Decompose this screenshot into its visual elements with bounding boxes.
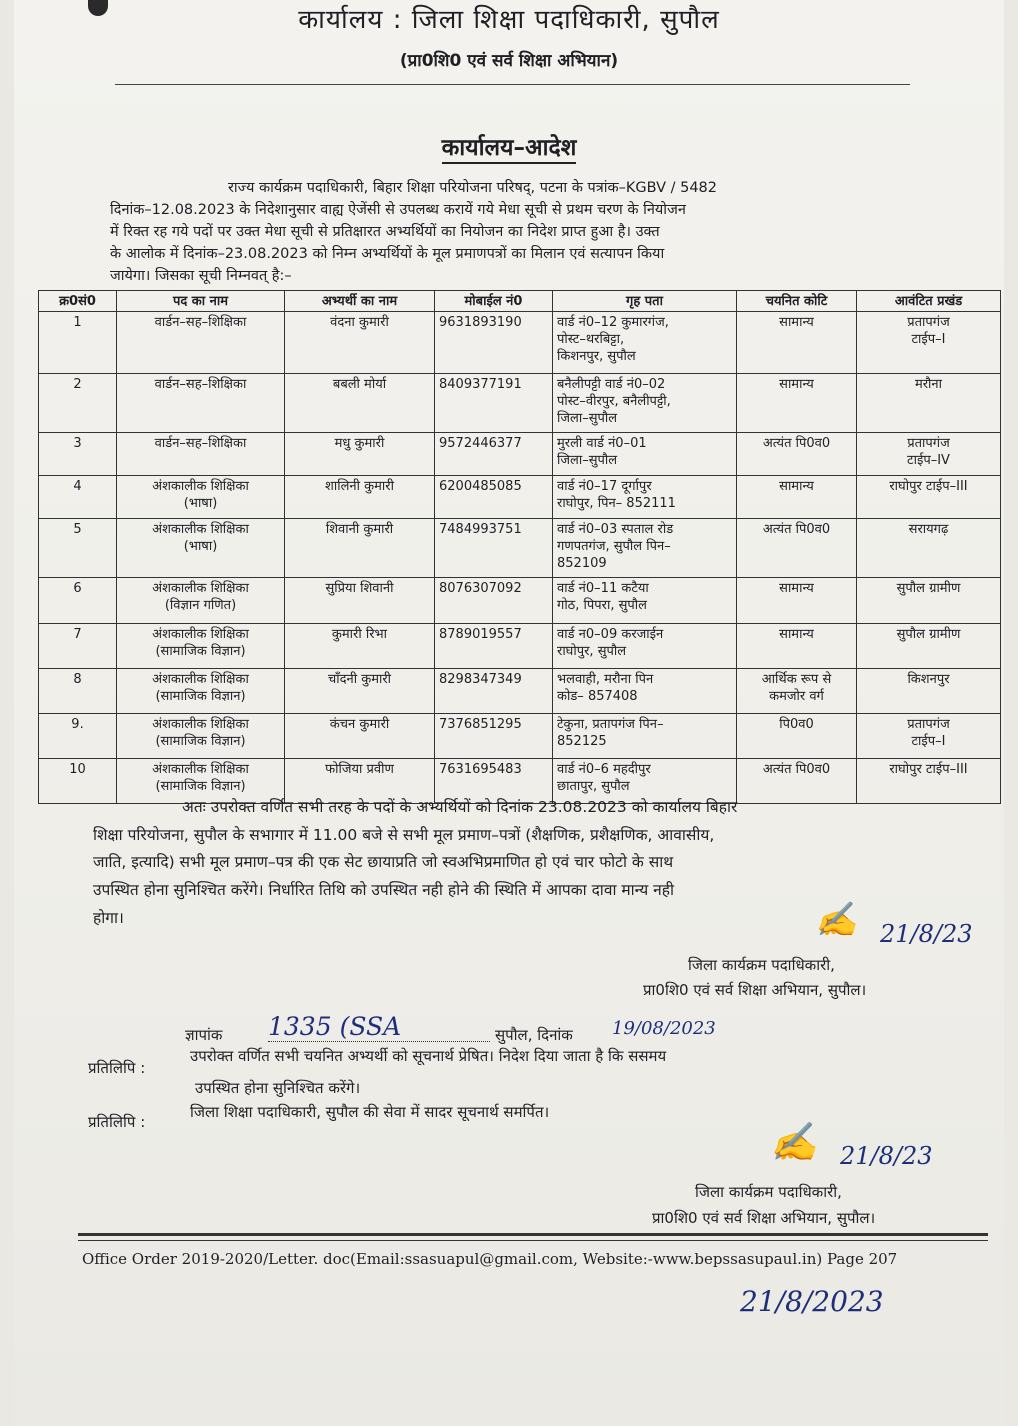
post-name-cell bbox=[117, 432, 285, 475]
allotted-block-line: प्रतापगंज bbox=[907, 716, 950, 732]
home-address-line: गणपतगंज, सुपौल पिन– bbox=[557, 539, 671, 555]
memo-number: 1335 (SSA bbox=[268, 1012, 490, 1042]
home-address-cell bbox=[553, 373, 737, 432]
serial-number-cell: 10 bbox=[39, 758, 117, 803]
closing-line: अतः उपरोक्त वर्णित सभी तरह के पदों के अभ्यर्थियों को दिनांक 23.08.2023 को कार्यालय बिहार bbox=[182, 798, 738, 816]
signatory-office: प्रा0शि0 एवं सर्व शिक्षा अभियान, सुपौल। bbox=[652, 1209, 876, 1227]
closing-line: जाति, इत्यादि) सभी मूल प्रमाण–पत्र की एक सेट छायाप्रति जो स्वअभिप्रमाणित हो एवं चार फोटो के साथ bbox=[93, 853, 674, 871]
allotted-block-cell bbox=[857, 312, 1001, 374]
mobile-number-cell: 7376851295 bbox=[435, 713, 553, 758]
category-line: कमजोर वर्ग bbox=[769, 688, 824, 704]
post-name-line: वार्डन–सह–शिक्षिका bbox=[154, 315, 247, 330]
table-row bbox=[39, 312, 1001, 374]
category-line: सामान्य bbox=[779, 626, 814, 642]
closing-line: शिक्षा परियोजना, सुपौल के सभागार में 11.00 बजे से सभी मूल प्रमाण–पत्रों (शैक्षणिक, प्रशैक्षणिक, आवासीय, bbox=[93, 826, 715, 844]
candidate-name-cell: शालिनी कुमारी bbox=[285, 475, 435, 518]
home-address-cell bbox=[553, 475, 737, 518]
allotted-block-line: प्रतापगंज bbox=[907, 315, 950, 330]
home-address-line: टेकुना, प्रतापगंज पिन– bbox=[557, 716, 664, 732]
serial-number-cell: 7 bbox=[39, 623, 117, 668]
post-name-line: अंशकालीक शिक्षिका bbox=[152, 478, 249, 494]
home-address-line: वार्ड नं0–17 दूर्गापुर bbox=[557, 478, 652, 494]
category-cell bbox=[737, 432, 857, 475]
category-cell bbox=[737, 713, 857, 758]
category-line: आर्थिक रूप से bbox=[761, 671, 832, 687]
column-header: अभ्यर्थी का नाम bbox=[285, 291, 435, 312]
serial-number-cell: 6 bbox=[39, 578, 117, 623]
table-row bbox=[39, 373, 1001, 432]
post-name-cell bbox=[117, 668, 285, 713]
category-cell bbox=[737, 519, 857, 578]
home-address-line: कोड– 857408 bbox=[557, 688, 638, 704]
post-name-line: वार्डन–सह–शिक्षिका bbox=[154, 435, 247, 451]
table-row bbox=[39, 475, 1001, 518]
table-row bbox=[39, 668, 1001, 713]
bottom-handwritten-date: 21/8/2023 bbox=[740, 1285, 884, 1318]
category-cell bbox=[737, 312, 857, 374]
allotted-block-line: टाईप–I bbox=[911, 332, 946, 347]
mobile-number-cell: 8789019557 bbox=[435, 623, 553, 668]
home-address-cell bbox=[553, 312, 737, 374]
category-cell bbox=[737, 668, 857, 713]
closing-line: उपस्थित होना सुनिश्चित करेंगे। निर्धारित तिथि को उपस्थित नही होने की स्थिति में आपका दावा मान्य नही bbox=[93, 881, 675, 899]
intro-line: में रिक्त रह गये पदों पर उक्त मेधा सूची से प्रतिक्षारत अभ्यर्थियों का नियोजन का निदेश प्राप्त हुआ है। उक्त bbox=[110, 224, 660, 240]
signature-mark: ✍ bbox=[815, 900, 858, 940]
post-name-line: अंशकालीक शिक्षिका bbox=[152, 626, 249, 642]
allotted-block-line: प्रतापगंज bbox=[907, 435, 950, 451]
post-name-cell bbox=[117, 519, 285, 578]
mobile-number-cell: 8298347349 bbox=[435, 668, 553, 713]
allotted-block-cell bbox=[857, 519, 1001, 578]
candidate-name-cell: वंदना कुमारी bbox=[285, 312, 435, 374]
serial-number-cell: 9. bbox=[39, 713, 117, 758]
copy-label: प्रतिलिपि : bbox=[88, 1113, 146, 1131]
category-line: अत्यंत पि0व0 bbox=[762, 435, 831, 451]
allotted-block-line: सुपौल ग्रामीण bbox=[896, 626, 961, 642]
home-address-line: 852125 bbox=[557, 733, 607, 749]
office-subheader: (प्रा0शि0 एवं सर्व शिक्षा अभियान) bbox=[399, 51, 619, 71]
home-address-line: पोस्ट–वीरपुर, बनैलीपट्टी, bbox=[557, 393, 671, 409]
candidate-name-cell: शिवानी कुमारी bbox=[285, 519, 435, 578]
allotted-block-line: सरायगढ़ bbox=[908, 522, 949, 538]
allotted-block-line: टाईप–IV bbox=[907, 452, 950, 468]
post-name-line: (सामाजिक विज्ञान) bbox=[155, 688, 246, 704]
column-header: आवंटित प्रखंड bbox=[857, 291, 1001, 312]
allotted-block-line: राघोपुर टाईप–III bbox=[889, 478, 968, 494]
post-name-cell bbox=[117, 623, 285, 668]
home-address-line: 852109 bbox=[557, 556, 607, 572]
post-name-line: (सामाजिक विज्ञान) bbox=[155, 778, 246, 794]
category-line: अत्यंत पि0व0 bbox=[762, 761, 831, 777]
home-address-line: बनैलीपट्टी वार्ड नं0–02 bbox=[557, 376, 666, 392]
header-divider bbox=[115, 84, 910, 85]
home-address-cell bbox=[553, 432, 737, 475]
signatory-office: प्रा0शि0 एवं सर्व शिक्षा अभियान, सुपौल। bbox=[643, 981, 867, 999]
allotted-block-line: मरौना bbox=[914, 376, 943, 392]
intro-line: जायेगा। जिसका सूची निम्नवत् है:– bbox=[110, 268, 292, 284]
home-address-line: पोस्ट–थरबिट्टा, bbox=[557, 332, 625, 347]
candidate-name-cell: सुप्रिया शिवानी bbox=[285, 578, 435, 623]
post-name-line: (भाषा) bbox=[183, 539, 218, 555]
home-address-line: गोठ, पिपरा, सुपौल bbox=[557, 598, 647, 614]
column-header: गृह पता bbox=[553, 291, 737, 312]
table-row bbox=[39, 578, 1001, 623]
post-name-cell bbox=[117, 578, 285, 623]
post-name-line: (सामाजिक विज्ञान) bbox=[155, 643, 246, 659]
footer-divider bbox=[78, 1233, 988, 1236]
home-address-cell bbox=[553, 713, 737, 758]
allotted-block-cell bbox=[857, 578, 1001, 623]
allotted-block-cell bbox=[857, 713, 1001, 758]
category-line: सामान्य bbox=[779, 478, 814, 494]
candidate-name-cell: बबली मोर्या bbox=[285, 373, 435, 432]
post-name-cell bbox=[117, 373, 285, 432]
allotted-block-line: राघोपुर टाईप–III bbox=[889, 761, 968, 777]
post-name-cell bbox=[117, 312, 285, 374]
home-address-line: जिला–सुपौल bbox=[557, 410, 618, 426]
column-header: चयनित कोटि bbox=[737, 291, 857, 312]
home-address-line: छातापुर, सुपौल bbox=[557, 778, 630, 794]
mobile-number-cell: 9572446377 bbox=[435, 432, 553, 475]
post-name-line: वार्डन–सह–शिक्षिका bbox=[154, 376, 247, 392]
post-name-line: (विज्ञान गणित) bbox=[164, 598, 237, 614]
column-header: क्र0सं0 bbox=[39, 291, 117, 312]
home-address-line: राघोपुर, सुपौल bbox=[557, 643, 627, 659]
order-title: कार्यालय–आदेश bbox=[0, 130, 1018, 162]
allotted-block-line: सुपौल ग्रामीण bbox=[896, 581, 961, 597]
home-address-line: वार्ड नं0–03 स्पताल रोड bbox=[557, 522, 674, 538]
post-name-cell bbox=[117, 713, 285, 758]
mobile-number-cell: 8409377191 bbox=[435, 373, 553, 432]
table-row bbox=[39, 623, 1001, 668]
signatory-title: जिला कार्यक्रम पदाधिकारी, bbox=[695, 1183, 842, 1201]
table-header-row bbox=[39, 291, 1001, 312]
table-row bbox=[39, 519, 1001, 578]
signatory-title: जिला कार्यक्रम पदाधिकारी, bbox=[688, 956, 835, 974]
mobile-number-cell: 9631893190 bbox=[435, 312, 553, 374]
post-name-line: अंशकालीक शिक्षिका bbox=[152, 671, 249, 687]
home-address-cell bbox=[553, 519, 737, 578]
intro-line: राज्य कार्यक्रम पदाधिकारी, बिहार शिक्षा परियोजना परिषद्, पटना के पत्रांक–KGBV / 5482 bbox=[228, 180, 718, 196]
serial-number-cell: 1 bbox=[39, 312, 117, 374]
handwritten-date: 21/8/23 bbox=[840, 1142, 933, 1170]
serial-number-cell: 3 bbox=[39, 432, 117, 475]
category-line: अत्यंत पि0व0 bbox=[762, 522, 831, 538]
home-address-cell bbox=[553, 623, 737, 668]
candidate-table-body bbox=[39, 312, 1001, 804]
footer-text: Office Order 2019-2020/Letter. doc(Email:ssasuapul@gmail.com, Website:-www.bepssasupaul.in) Page 207 bbox=[82, 1250, 898, 1268]
allotted-block-cell bbox=[857, 475, 1001, 518]
home-address-line: राघोपुर, पिन– 852111 bbox=[557, 495, 676, 511]
category-line: पि0व0 bbox=[779, 716, 814, 732]
home-address-line: जिला–सुपौल bbox=[557, 452, 618, 468]
candidate-table bbox=[38, 290, 1001, 804]
home-address-line: वार्ड नं0–12 कुमारगंज, bbox=[557, 315, 669, 330]
column-header: पद का नाम bbox=[117, 291, 285, 312]
post-name-cell bbox=[117, 475, 285, 518]
home-address-cell bbox=[553, 668, 737, 713]
candidate-name-cell: मधु कुमारी bbox=[285, 432, 435, 475]
signature-mark: ✍ bbox=[770, 1120, 818, 1164]
category-line: सामान्य bbox=[779, 581, 814, 597]
allotted-block-line: किशनपुर bbox=[907, 671, 950, 687]
category-cell bbox=[737, 623, 857, 668]
serial-number-cell: 2 bbox=[39, 373, 117, 432]
category-cell bbox=[737, 373, 857, 432]
allotted-block-line: टाईप–I bbox=[911, 733, 946, 749]
serial-number-cell: 8 bbox=[39, 668, 117, 713]
copy-label: प्रतिलिपि : bbox=[88, 1059, 146, 1077]
memo-date: 19/08/2023 bbox=[612, 1018, 716, 1039]
serial-number-cell: 5 bbox=[39, 519, 117, 578]
mobile-number-cell: 7484993751 bbox=[435, 519, 553, 578]
post-name-line: अंशकालीक शिक्षिका bbox=[152, 761, 249, 777]
home-address-line: वार्ड नं0–6 महदीपुर bbox=[557, 761, 651, 777]
memo-place-date-label: सुपौल, दिनांक bbox=[495, 1026, 573, 1044]
copy-text: उपरोक्त वर्णित सभी चयनित अभ्यर्थी को सूचनार्थ प्रेषित। निदेश दिया जाता है कि ससमय bbox=[190, 1047, 667, 1065]
intro-line: दिनांक–12.08.2023 के निदेशानुसार वाह्य ऐजेंसी से उपलब्ध करायें गये मेधा सूची से प्रथम चरण के नियोजन bbox=[110, 202, 686, 218]
handwritten-date: 21/8/23 bbox=[880, 920, 973, 948]
office-header: कार्यालय : जिला शिक्षा पदाधिकारी, सुपौल bbox=[298, 5, 720, 35]
candidate-name-cell: फोजिया प्रवीण bbox=[285, 758, 435, 803]
copy-text: जिला शिक्षा पदाधिकारी, सुपौल की सेवा में सादर सूचनार्थ समर्पित। bbox=[190, 1103, 550, 1121]
home-address-cell bbox=[553, 578, 737, 623]
closing-line: होगा। bbox=[93, 909, 124, 927]
allotted-block-cell bbox=[857, 373, 1001, 432]
post-name-line: अंशकालीक शिक्षिका bbox=[152, 716, 249, 732]
serial-number-cell: 4 bbox=[39, 475, 117, 518]
category-cell bbox=[737, 578, 857, 623]
category-cell bbox=[737, 475, 857, 518]
home-address-line: भलवाही, मरौना पिन bbox=[557, 671, 654, 687]
category-line: सामान्य bbox=[779, 376, 814, 392]
copy-text: उपस्थित होना सुनिश्चित करेंगे। bbox=[195, 1079, 361, 1097]
intro-line: के आलोक में दिनांक–23.08.2023 को निम्न अभ्यर्थियों के मूल प्रमाणपत्रों का मिलान एवं सत्यापन किया bbox=[110, 246, 665, 262]
home-address-line: वार्ड न0–09 करजाईन bbox=[557, 626, 664, 642]
allotted-block-cell bbox=[857, 432, 1001, 475]
home-address-line: वार्ड नं0–11 कटैया bbox=[557, 581, 649, 597]
allotted-block-cell bbox=[857, 623, 1001, 668]
footer-divider-thin bbox=[78, 1240, 988, 1241]
table-row bbox=[39, 432, 1001, 475]
table-row bbox=[39, 713, 1001, 758]
candidate-name-cell: कुमारी रिभा bbox=[285, 623, 435, 668]
home-address-line: मुरली वार्ड नं0–01 bbox=[557, 435, 647, 451]
post-name-line: (सामाजिक विज्ञान) bbox=[155, 733, 246, 749]
mobile-number-cell: 6200485085 bbox=[435, 475, 553, 518]
post-name-line: अंशकालीक शिक्षिका bbox=[152, 581, 249, 597]
candidate-name-cell: कंचन कुमारी bbox=[285, 713, 435, 758]
allotted-block-cell bbox=[857, 668, 1001, 713]
candidate-name-cell: चाँदनी कुमारी bbox=[285, 668, 435, 713]
mobile-number-cell: 7631695483 bbox=[435, 758, 553, 803]
category-line: सामान्य bbox=[779, 315, 814, 330]
memo-label: ज्ञापांक bbox=[185, 1026, 223, 1044]
post-name-line: (भाषा) bbox=[183, 495, 218, 511]
home-address-line: किशनपुर, सुपौल bbox=[557, 349, 636, 364]
post-name-line: अंशकालीक शिक्षिका bbox=[152, 522, 249, 538]
column-header: मोबाईल नं0 bbox=[435, 291, 553, 312]
mobile-number-cell: 8076307092 bbox=[435, 578, 553, 623]
